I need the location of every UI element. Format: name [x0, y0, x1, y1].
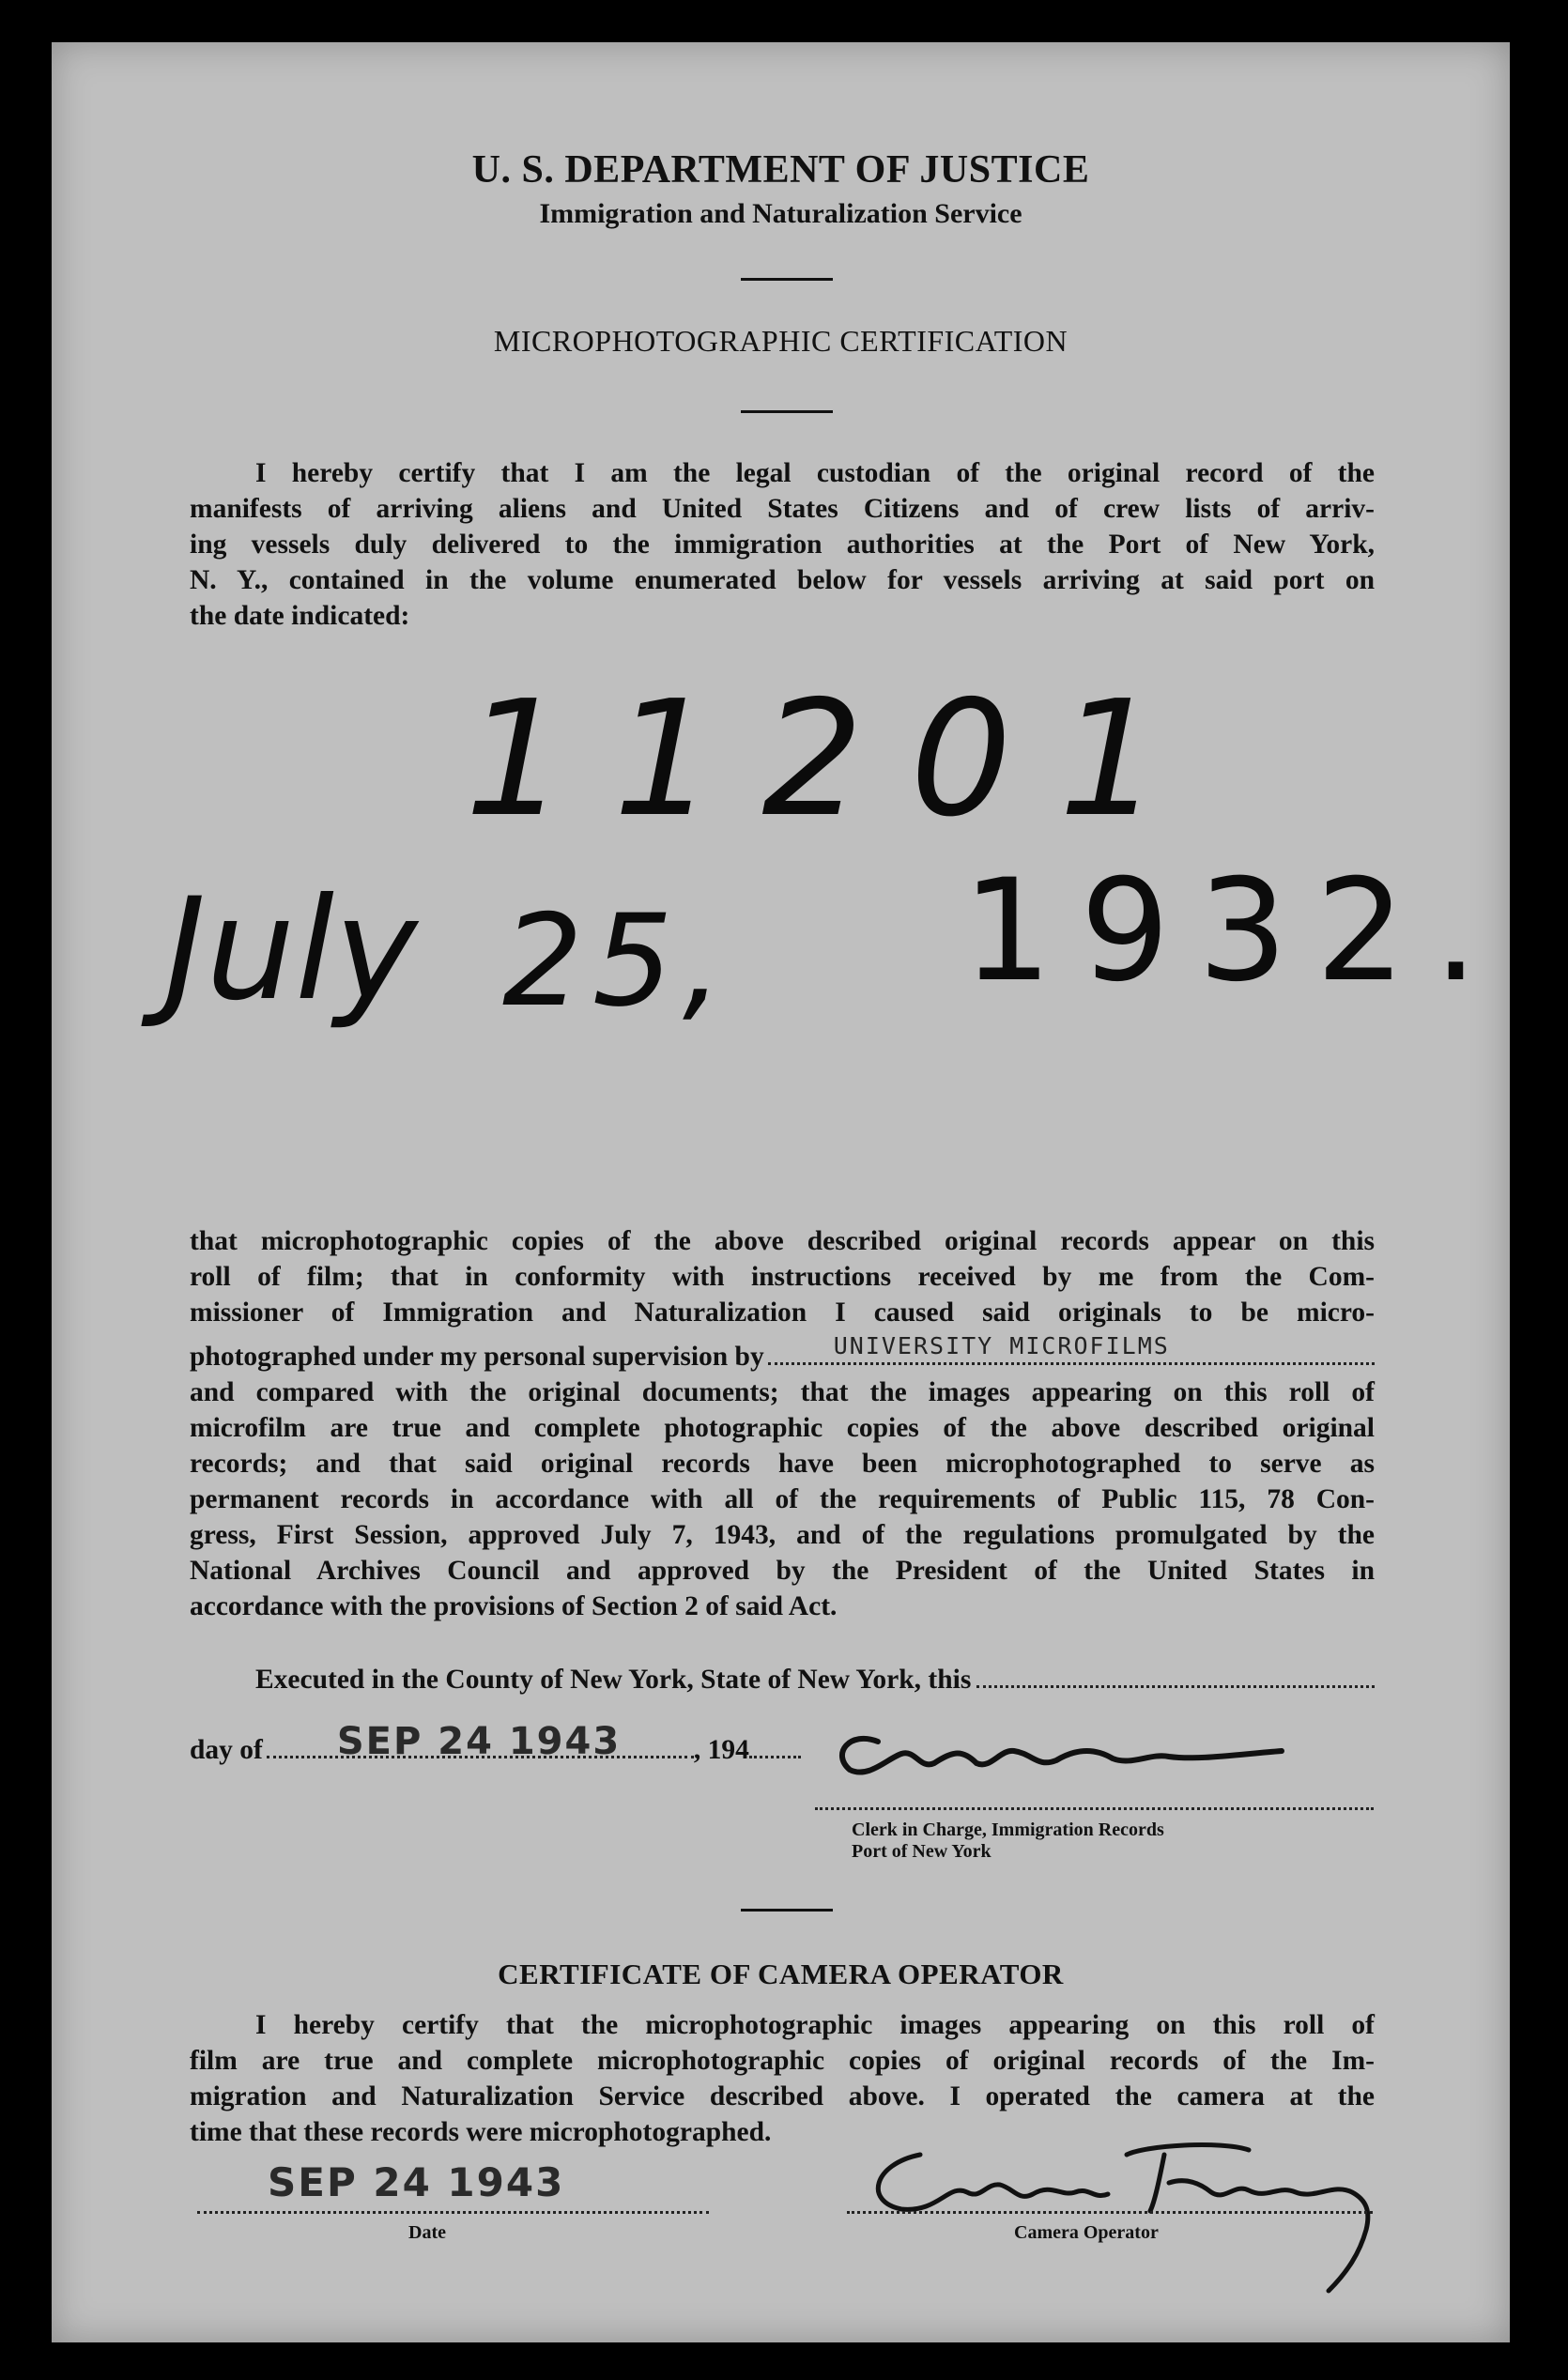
photographed-by-label: photographed under my personal supervision by: [190, 1342, 764, 1372]
body-line: roll of film; that in conformity with instructions received by me from the Com-: [190, 1262, 1375, 1292]
handwritten-day: 25,: [502, 887, 732, 1035]
body-line: accordance with the provisions of Section 2 of said Act.: [190, 1591, 838, 1621]
body-line: permanent records in accordance with all of the requirements of Public 115, 78 Con-: [190, 1484, 1375, 1514]
executed-day-field: [976, 1661, 1375, 1688]
day-of-field: [267, 1720, 694, 1763]
body-line: and compared with the original documents; that the images appearing on this roll of: [190, 1377, 1375, 1407]
photographed-by-line: [190, 1334, 1375, 1374]
intro-paragraph: [190, 455, 1375, 634]
clerk-title: Clerk in Charge, Immigration Records: [852, 1820, 1164, 1840]
clerk-signature: [812, 1712, 1385, 1787]
handwritten-volume: 11201: [465, 667, 1207, 852]
camera-line: migration and Naturalization Service described above. I operated the camera at the: [190, 2081, 1375, 2111]
date-label: Date: [408, 2222, 446, 2243]
photographed-by-field: [768, 1334, 1375, 1365]
body-line: National Archives Council and approved by the President of the United States in: [190, 1556, 1375, 1586]
service-subheading: Immigration and Naturalization Service: [539, 198, 1022, 229]
camera-operator-label: Camera Operator: [1014, 2222, 1159, 2243]
intro-line: the date indicated:: [190, 601, 410, 631]
body-line: that microphotographic copies of the above described original records appear on this: [190, 1226, 1375, 1256]
stamp-date-1: SEP 24 1943: [336, 1720, 622, 1763]
handwritten-month: July: [164, 868, 418, 1032]
camera-operator-line: [847, 2211, 1373, 2214]
year-field: [749, 1729, 801, 1758]
camera-line: time that these records were microphotographed.: [190, 2117, 772, 2147]
day-of-label: day of: [190, 1735, 263, 1765]
department-heading: U. S. DEPARTMENT OF JUSTICE: [471, 148, 1090, 192]
divider-top: [741, 278, 833, 281]
day-of-line: [190, 1720, 875, 1768]
body-line: gress, First Session, approved July 7, 1943, and of the regulations promulgated by the: [190, 1520, 1375, 1550]
date-line: [197, 2211, 709, 2214]
certificate-page: [52, 42, 1510, 2342]
clerk-port: Port of New York: [852, 1841, 992, 1862]
clerk-signature-line: [815, 1807, 1374, 1810]
certification-title: MICROPHOTOGRAPHIC CERTIFICATION: [493, 324, 1068, 358]
photographed-by-value: UNIVERSITY MICROFILMS: [833, 1332, 1170, 1359]
body-line: microfilm are true and complete photographic copies of the above described original: [190, 1413, 1375, 1443]
body-line: missioner of Immigration and Naturalization I caused said originals to be micro-: [190, 1297, 1375, 1328]
camera-line: film are true and complete microphotographic copies of original records of the Im-: [190, 2046, 1375, 2076]
body-line: records; and that said original records have been microphotographed to serve as: [190, 1449, 1375, 1479]
divider-mid: [741, 410, 833, 413]
stamp-date-2: SEP 24 1943: [268, 2159, 565, 2205]
clerk-title-block: [852, 1820, 1164, 1863]
executed-line: [255, 1661, 1375, 1697]
intro-line: manifests of arriving aliens and United States Citizens and of crew lists of arriv-: [190, 494, 1375, 524]
body-paragraph: [190, 1223, 1375, 1624]
camera-section-title: CERTIFICATE OF CAMERA OPERATOR: [498, 1958, 1064, 1990]
handwritten-year: 1932.: [962, 850, 1507, 1013]
intro-line: N. Y., contained in the volume enumerated below for vessels arriving at said port on: [190, 565, 1375, 595]
executed-text: Executed in the County of New York, State of New York, this: [255, 1665, 972, 1695]
intro-line: ing vessels duly delivered to the immigration authorities at the Port of New York,: [190, 530, 1375, 560]
year-prefix: , 194: [693, 1735, 749, 1765]
divider-bottom: [741, 1909, 833, 1912]
camera-line: I hereby certify that the microphotographic images appearing on this roll of: [255, 2010, 1375, 2040]
camera-operator-signature: [845, 2127, 1408, 2314]
intro-line: I hereby certify that I am the legal custodian of the original record of the: [255, 458, 1375, 488]
